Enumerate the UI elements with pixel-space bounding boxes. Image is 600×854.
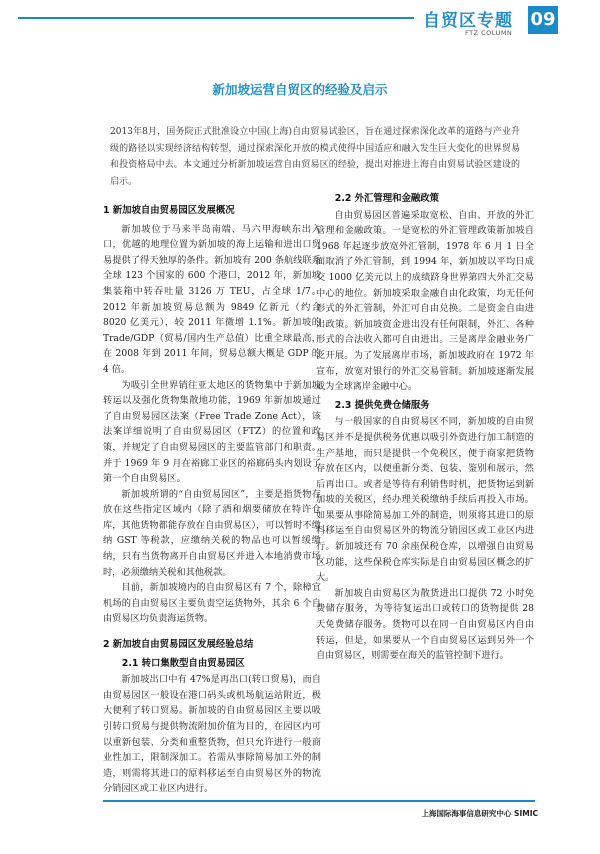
footer-rule [103,800,535,802]
article-title: 新加坡运营自贸区的经验及启示 [212,82,388,97]
section-2-2-paragraph-1: 自由贸易园区普遍采取宽松、自由、开放的外汇管理和金融政策。一是宽松的外汇管理政策新加坡自 1968 年起逐步放宽外汇管制，1978 年 6 月 1 日全面取消了外汇管制，到 1994 年，新加坡以平均日成交 1000 亿美元以上的成绩跻身世界第四大外汇交易中心的地位。新加坡采取金融自由化政策，均无任何形式的外汇管制，外汇可自由兑换。二是资金自由进出政策。新加坡资金进出没有任何限制，外汇、各种形式的合法收入都可自由进出。三是离岸金融业务广泛开展。为了发展离岸市场，新加坡政府在 1972 年宣布，放宽对银行的外汇交易管制。新加坡逐渐发展成为全球离岸金融中心。 [316,209,534,393]
right-column [316,188,534,664]
section-2-1-paragraph-1: 新加坡出口中有 47%是再出口(转口贸易)，而自由贸易园区一般设在港口码头或机场航运站附近，极大便利了转口贸易。新加坡的自由贸易园区主要以吸引转口贸易与提供物流附加价值为目的，在园区内可以重新包装、分类和重整货物，但只允许进行一般商业性加工，限制深加工。若需从事除简易加工外的制造，则需将其进口的原料移运至自由贸易区外的物流分销园区或工业区内进行。 [103,674,321,795]
footer-org: 上海国际海事信息研究中心 SIMIC [421,809,538,818]
section-2-1-heading: 2.1 转口集散型自由贸易园区 [121,657,245,669]
section-2-2-heading: 2.2 外汇管理和金融政策 [334,193,440,204]
section-2-3-heading: 2.3 提供免费仓储服务 [334,399,430,411]
section-1-heading: 1 新加坡自由贸易园区发展概况 [103,205,235,216]
section-2-3-paragraph-2: 新加坡自由贸易区为散货进出口提供 72 小时免费储存服务，为等待复运出口或转口的货物提供 28 天免费储存服务。货物可以在同一自由贸易区内自由转运，但是，如果要从一个自由贸易区运到另外一个自由贸易区，则需要在海关的监管控制下进行。 [316,587,534,662]
section-1-paragraph-1: 新加坡位于马来半岛南端、马六甲海峡东出入口，优越的地理位置为新加坡的海上运输和进出口贸易提供了得天独厚的条件。新加坡有 200 条航线联系全球 123 个国家的 600 个港口，2012 年，新加坡集装箱中转吞吐量 3126 万 TEU，占全球 1/7。2012 年新加坡贸易总额为 9849 亿新元（约合 8020 亿美元），较 2011 年微增 1.1%。新加坡的 Trade/GDP（贸易/国内生产总值）比重全球最高，在 2008 年到 2011 年间，贸易总额大概是 GDP 的 4 倍。 [103,223,321,375]
article-abstract: 2013年8月，国务院正式批准设立中国(上海)自由贸易试验区，旨在通过探索深化改革的道路与产业升级的路径以实现经济结构转型，通过探索深化开放的模式使得中国适应和融入发生巨大变化的世界贸易和投资格局中去。本文通过分析新加坡运营自由贸易区的经验，提出对推进上海自由贸易试验区建设的启示。 [110,127,520,187]
section-2-3-paragraph-1: 与一般国家的自由贸易区不同，新加坡的自由贸易区并不是提供税务优惠以吸引外资进行加工制造的生产基地，而只是提供一个免税区，便于商家把货物存放在区内，以便重新分类、包装、鉴别和展示，然后再出口。或者是等待有利销售时机，把货物运到新加坡的关税区，经办理关税缴纳手续后再投入市场。如果要从事除简易加工外的制造，则须将其进口的原料移运至自由贸易区外的物流分销园区或工业区内进行。新加坡还有 70 余座保税仓库，以增强自由贸易区功能，这些保税仓库实际是自由贸易园区概念的扩大。 [316,416,534,584]
column-subtitle: FTZ COLUMN [465,29,513,37]
section-1-paragraph-3: 新加坡所谓的“自由贸易园区”，主要是指货物存放在这些指定区域内（除了酒和烟要储放在特许仓库，其他货物都能存放在自由贸易区），可以暂时不缴纳 GST 等税款，应缴纳关税的物品也可以暂缓缴纳，只有当货物离开自由贸易区并进入本地消费市场时，必须缴纳关税和其他税款。 [103,488,321,578]
column-title: 自贸区专题 [423,11,513,31]
section-1-paragraph-2: 为吸引全世界销往亚太地区的货物集中于新加坡转运以及强化货物集散地功能，1969 年新加坡通过了自由贸易园区法案（Free Trade Zone Act），该法案详细说明了自由贸易园区（FTZ）的位置和政策，并规定了自由贸易园区的主要监管部门和职责。并于 1969 年 9 月在裕廊工业区的裕廊码头内划设了第一个自由贸易区。 [103,379,321,485]
page-number: 09 [528,6,558,34]
section-1-paragraph-4: 目前，新加坡境内的自由贸易区有 7 个，除樟宜机场的自由贸易区主要负责空运货物外，其余 6 个自由贸易区均负责海运货物。 [103,582,321,625]
header-rule [18,17,414,19]
left-column [103,203,321,797]
section-2-heading: 2 新加坡自由贸易园区发展经验总结 [103,639,254,651]
page-header [0,0,600,40]
